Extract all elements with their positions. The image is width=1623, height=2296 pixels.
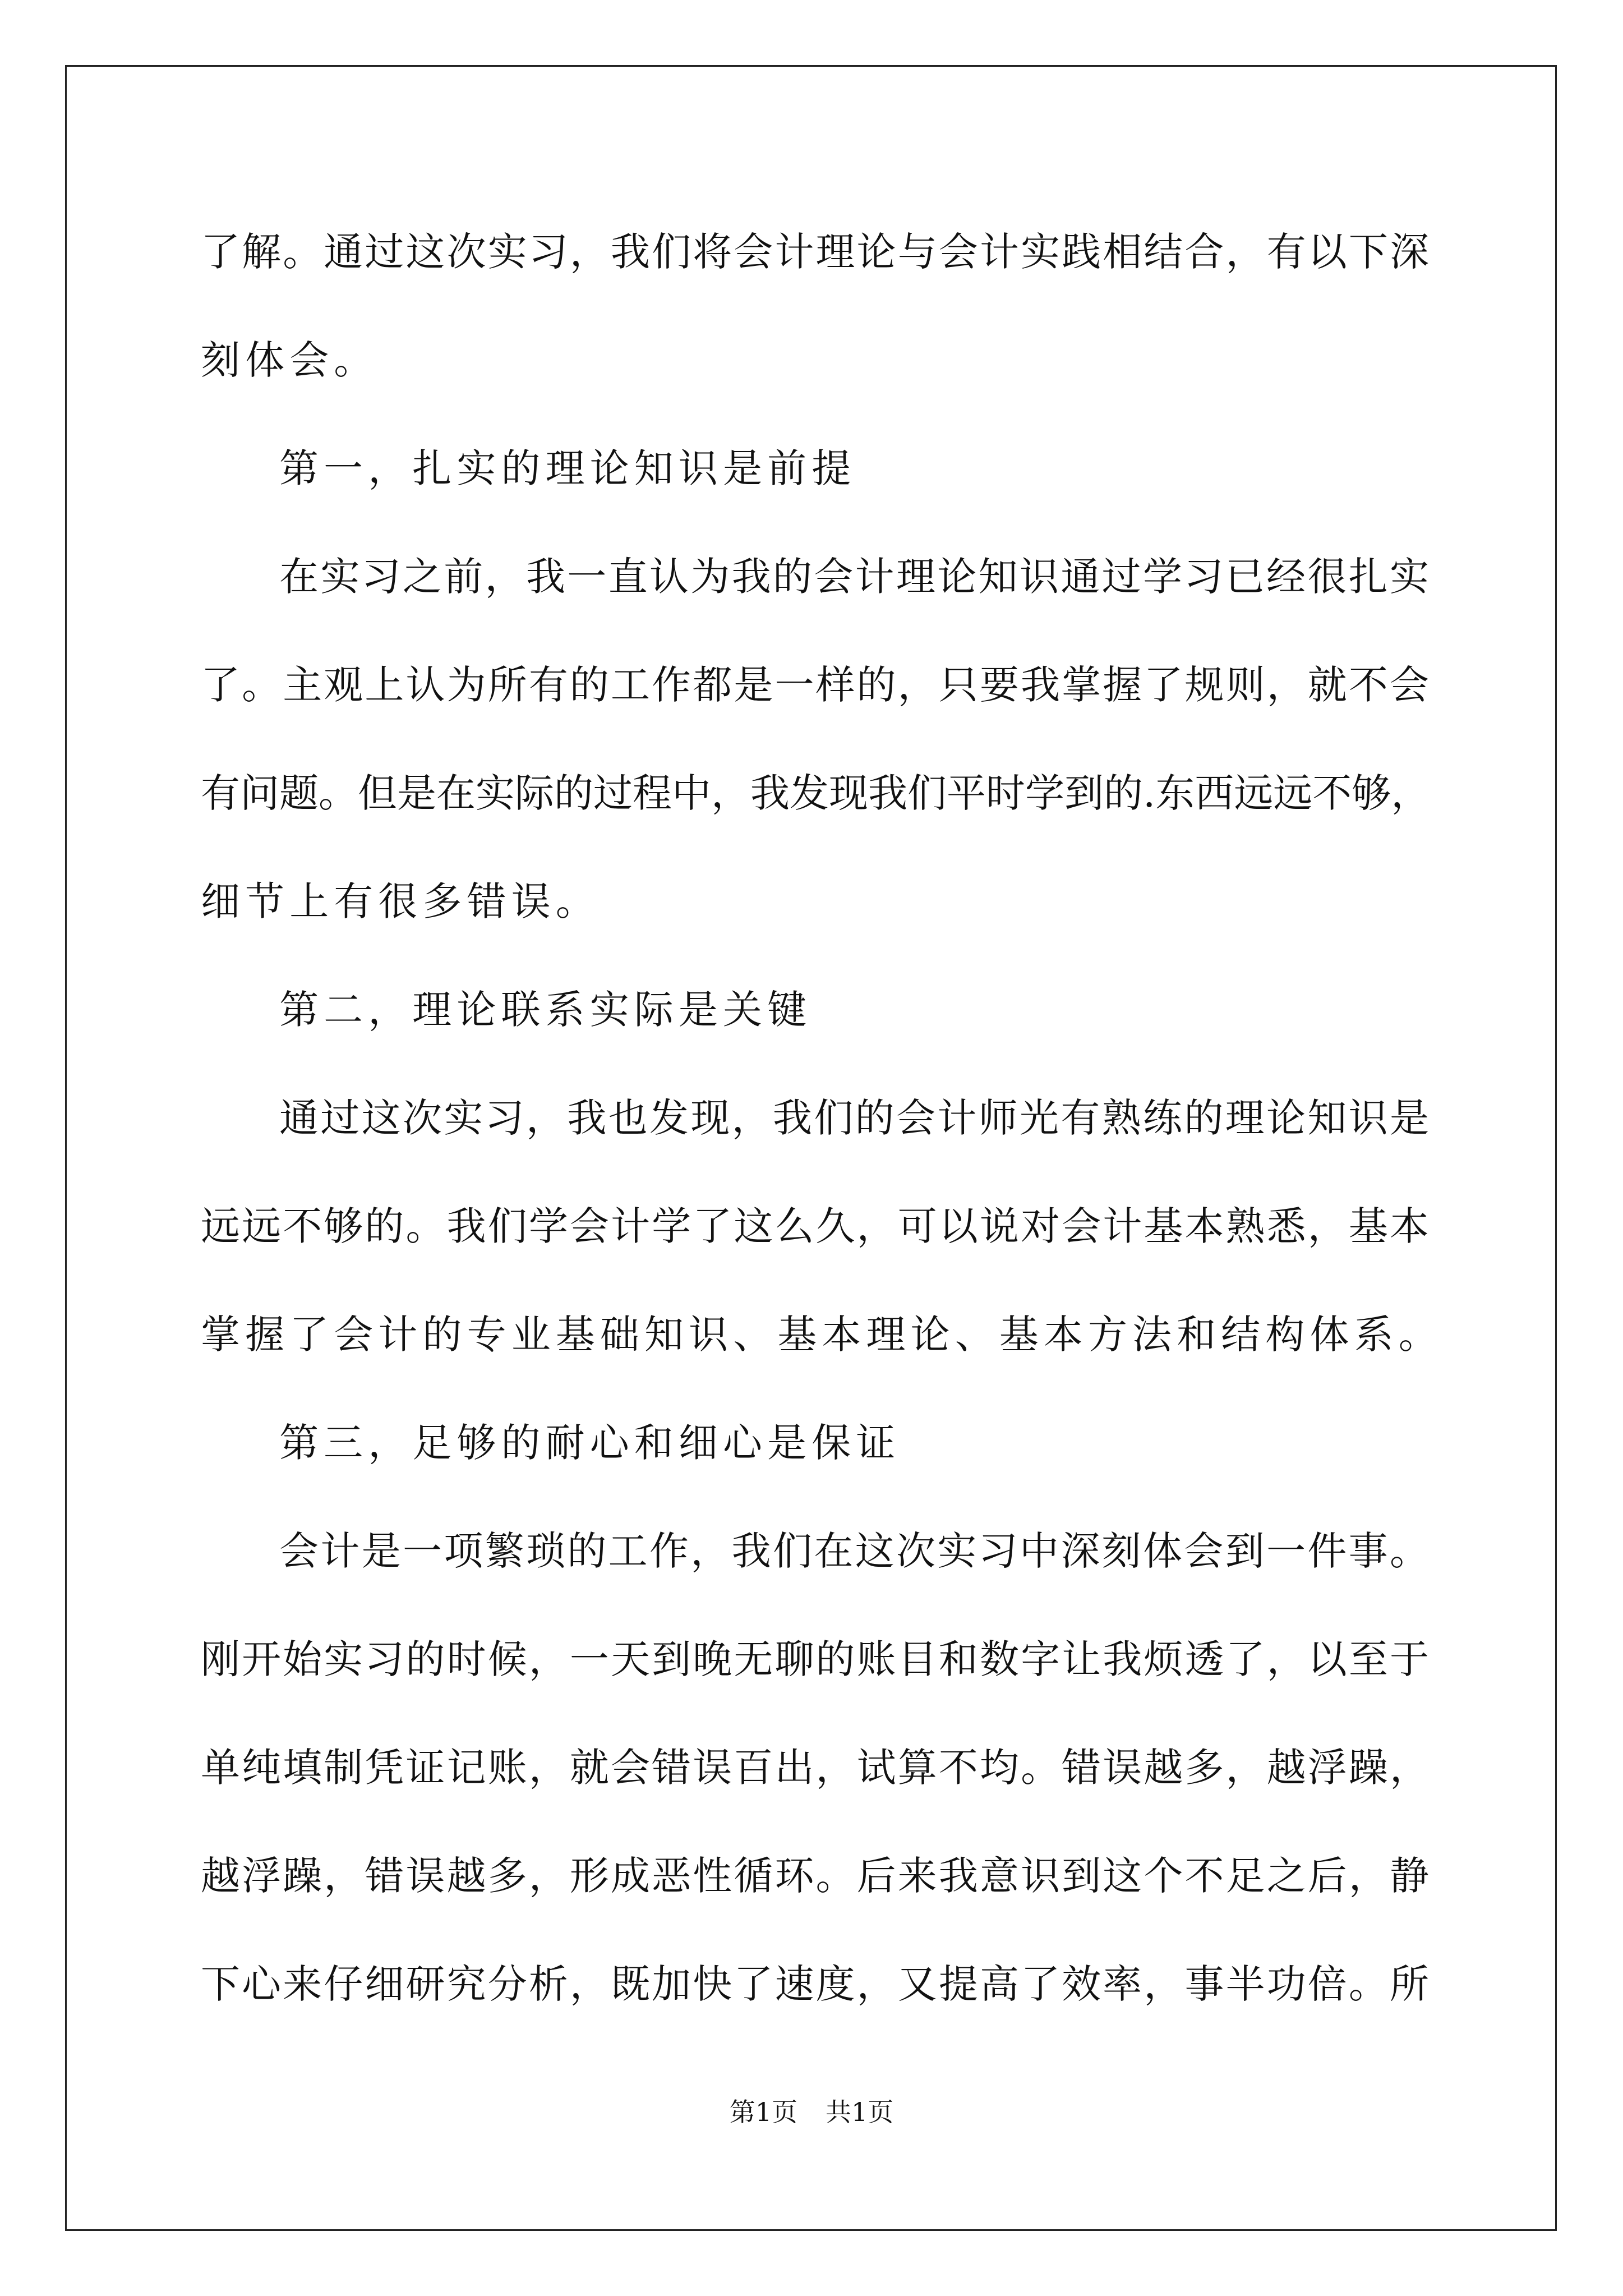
body-line: 细节上有很多错误。	[201, 878, 600, 924]
page-footer	[0, 2095, 1623, 2129]
section-heading: 第三，足够的耐心和细心是保证	[279, 1420, 901, 1466]
body-line: 远远不够的。我们学会计学了这么久，可以说对会计基本熟悉，基本	[201, 1203, 1429, 1249]
section-heading: 第二，理论联系实际是关键	[279, 987, 812, 1033]
body-line: 单纯填制凭证记账，就会错误百出，试算不均。错误越多，越浮躁，	[201, 1745, 1429, 1791]
body-line: 下心来仔细研究分析，既加快了速度，又提高了效率，事半功倍。所	[201, 1961, 1429, 2007]
body-line: 在实习之前，我一直认为我的会计理论知识通过学习已经很扎实	[279, 554, 1429, 600]
body-line: 越浮躁，错误越多，形成恶性循环。后来我意识到这个不足之后，静	[201, 1853, 1429, 1899]
document-body	[201, 215, 1443, 2056]
body-line: 掌握了会计的专业基础知识、基本理论、基本方法和结构体系。	[201, 1312, 1443, 1358]
body-line: 刻体会。	[201, 337, 379, 383]
body-line: 刚开始实习的时候，一天到晚无聊的账目和数字让我烦透了，以至于	[201, 1636, 1429, 1682]
section-heading: 第一，扎实的理论知识是前提	[279, 445, 856, 491]
body-line: 会计是一项繁琐的工作，我们在这次实习中深刻体会到一件事。	[279, 1528, 1429, 1574]
page-number: 第1页	[729, 2097, 797, 2127]
body-line: 有问题。但是在实际的过程中，我发现我们平时学到的.东西远远不够，	[201, 770, 1431, 816]
body-line: 通过这次实习，我也发现，我们的会计师光有熟练的理论知识是	[279, 1095, 1429, 1141]
body-line: 了解。通过这次实习，我们将会计理论与会计实践相结合，有以下深	[201, 229, 1429, 275]
body-line: 了。主观上认为所有的工作都是一样的，只要我掌握了规则，就不会	[201, 662, 1429, 708]
page-total: 共1页	[826, 2097, 894, 2127]
